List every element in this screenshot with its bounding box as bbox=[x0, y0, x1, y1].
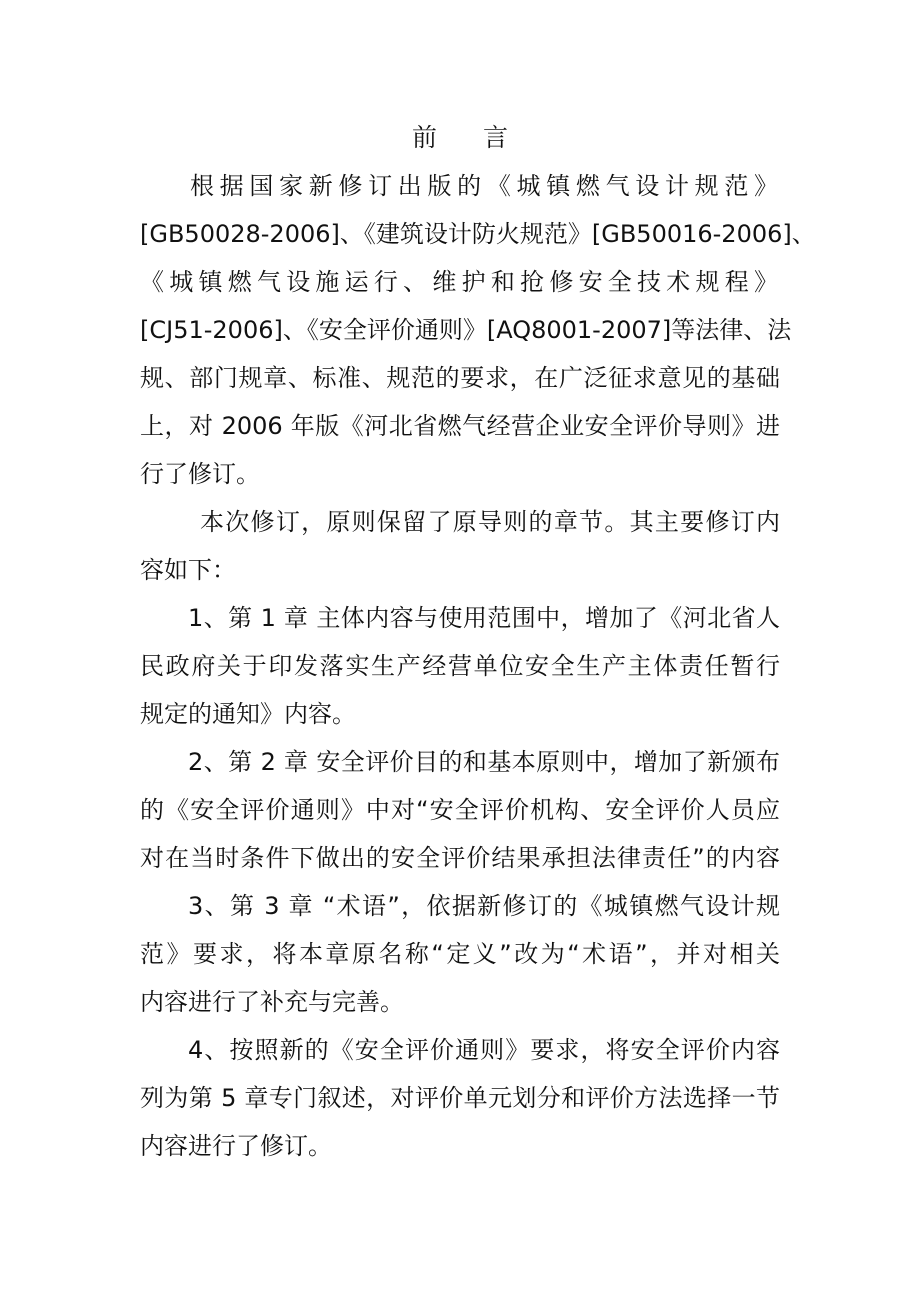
paragraph-line: 1、第 1 章 主体内容与使用范围中，增加了《河北省人 bbox=[188, 604, 780, 632]
paragraph-line: 民政府关于印发落实生产经营单位安全生产主体责任暂行 bbox=[140, 652, 780, 680]
paragraph-line: 3、第 3 章 “术语”，依据新修订的《城镇燃气设计规 bbox=[188, 892, 780, 920]
paragraph-line: 内容进行了修订。 bbox=[140, 1132, 332, 1160]
paragraph-line: 列为第 5 章专门叙述，对评价单元划分和评价方法选择一节 bbox=[140, 1084, 780, 1112]
paragraph-line: 规、部门规章、标准、规范的要求，在广泛征求意见的基础 bbox=[140, 364, 780, 392]
paragraph-line: 容如下： bbox=[140, 556, 236, 584]
paragraph-line: [CJ51-2006]、《安全评价通则》[AQ8001-2007]等法律、法 bbox=[140, 316, 792, 344]
paragraph-line: 内容进行了补充与完善。 bbox=[140, 988, 404, 1016]
paragraph-line: 范》要求，将本章原名称“定义”改为“术语”，并对相关 bbox=[140, 940, 780, 968]
paragraph-line: 上，对 2006 年版《河北省燃气经营企业安全评价导则》进 bbox=[140, 412, 780, 440]
paragraph-line: 对在当时条件下做出的安全评价结果承担法律责任”的内容 bbox=[140, 844, 780, 872]
paragraph-line: 本次修订，原则保留了原导则的章节。其主要修订内 bbox=[200, 508, 780, 536]
paragraph-line: 《城镇燃气设施运行、维护和抢修安全技术规程》 bbox=[140, 268, 778, 296]
paragraph-line: 规定的通知》内容。 bbox=[140, 700, 356, 728]
paragraph-line: 4、按照新的《安全评价通则》要求，将安全评价内容 bbox=[188, 1036, 780, 1064]
paragraph-line: 的《安全评价通则》中对“安全评价机构、安全评价人员应 bbox=[140, 796, 780, 824]
paragraph-line: 2、第 2 章 安全评价目的和基本原则中，增加了新颁布 bbox=[188, 748, 780, 776]
paragraph-line: 行了修订。 bbox=[140, 460, 260, 488]
document-title: 前言 bbox=[411, 123, 554, 152]
paragraph-line: 根据国家新修订出版的《城镇燃气设计规范》 bbox=[190, 172, 778, 200]
paragraph-line: [GB50028-2006]、《建筑设计防火规范》[GB50016-2006]、 bbox=[140, 220, 816, 248]
